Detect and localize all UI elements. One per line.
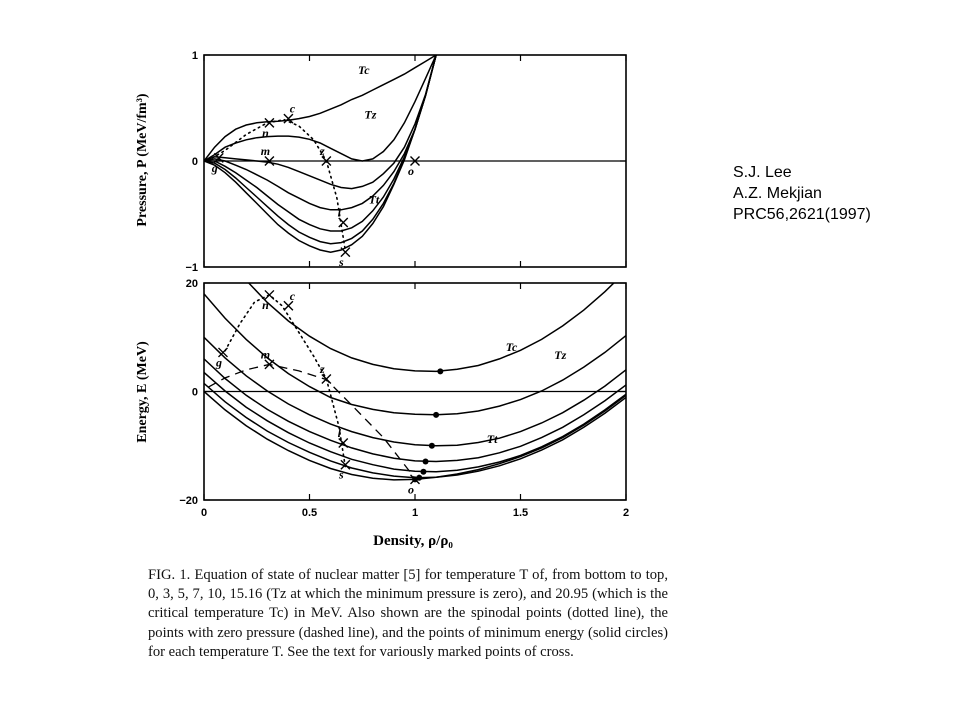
y-tick-label: 0: [191, 156, 198, 168]
energy-axis-label: Energy, E (MeV): [135, 341, 150, 443]
cross-label-o: o: [408, 482, 414, 497]
min-energy-point: [420, 469, 426, 475]
cross-label-z: z: [320, 144, 325, 158]
citation-author-2: A.Z. Mekjian: [733, 185, 822, 202]
y-tick-label: −20: [179, 495, 198, 507]
curve-label-tt: Tt: [368, 192, 380, 207]
curve-label-tt: Tt: [486, 432, 498, 447]
citation-reference: PRC56,2621(1997): [733, 206, 871, 223]
cross-label-z: z: [320, 362, 325, 377]
cross-label-m: m: [260, 144, 271, 158]
citation-author-1: S.J. Lee: [733, 164, 792, 181]
cross-label-n: n: [262, 297, 269, 312]
curve-label-tc: Tc: [358, 63, 370, 78]
curve-label-tz: Tz: [554, 347, 567, 362]
y-tick-label: 20: [185, 278, 198, 290]
min-energy-point: [423, 458, 429, 464]
x-tick-label: 2: [622, 507, 630, 519]
min-energy-point: [429, 443, 435, 449]
cross-label-s: s: [339, 255, 344, 270]
cross-label-n: n: [262, 125, 269, 140]
cross-label-c: c: [289, 288, 296, 303]
min-energy-point: [433, 412, 439, 418]
cross-label-l: l: [337, 426, 341, 441]
cross-label-o: o: [408, 164, 414, 178]
pressure-panel: [185, 50, 626, 274]
isotherm-T7: [204, 55, 436, 210]
y-tick-label: −1: [185, 262, 198, 274]
y-tick-label: 0: [191, 386, 198, 399]
x-tick-label: 1: [411, 507, 419, 519]
pressure-axis-label: Pressure, P (MeV/fm³): [135, 93, 150, 227]
curve-label-tc: Tc: [505, 339, 518, 354]
figure-caption: FIG. 1. Equation of state of nuclear matter [5] for temperature T of, from bottom to top, 0, 3, 5, 7, 10, 15.16 (Tz at which the minimum pressure is zero), and 20.95 (which is the critical temperature Tc) in MeV. Also shown are the spinodal points (dotted line), the points with zero pressure (dashed line), and the points of minimum energy (solid circles) for each temperature T. See the text for variously marked points of cross.: [148, 567, 668, 660]
cross-label-g: g: [215, 355, 222, 370]
isotherm-T7: [204, 359, 626, 462]
x-tick-label: 1.5: [512, 507, 529, 519]
spinodal-dotted-line: [212, 120, 345, 251]
density-axis-label: Density, ρ/ρ₀: [373, 533, 453, 549]
isotherm-T5: [204, 373, 626, 472]
min-energy-point: [437, 368, 443, 374]
cross-label-l: l: [337, 205, 341, 220]
cross-label-c: c: [289, 101, 296, 116]
isotherm-T3: [204, 383, 626, 477]
cross-label-s: s: [339, 467, 344, 482]
y-tick-label: 1: [191, 50, 198, 62]
cross-label-g: g: [211, 160, 218, 175]
x-tick-label: 0: [200, 507, 208, 519]
x-tick-label: 0.5: [301, 507, 318, 519]
cross-label-m: m: [260, 347, 271, 362]
curve-label-tz: Tz: [364, 107, 377, 122]
citation-block: [733, 162, 871, 225]
